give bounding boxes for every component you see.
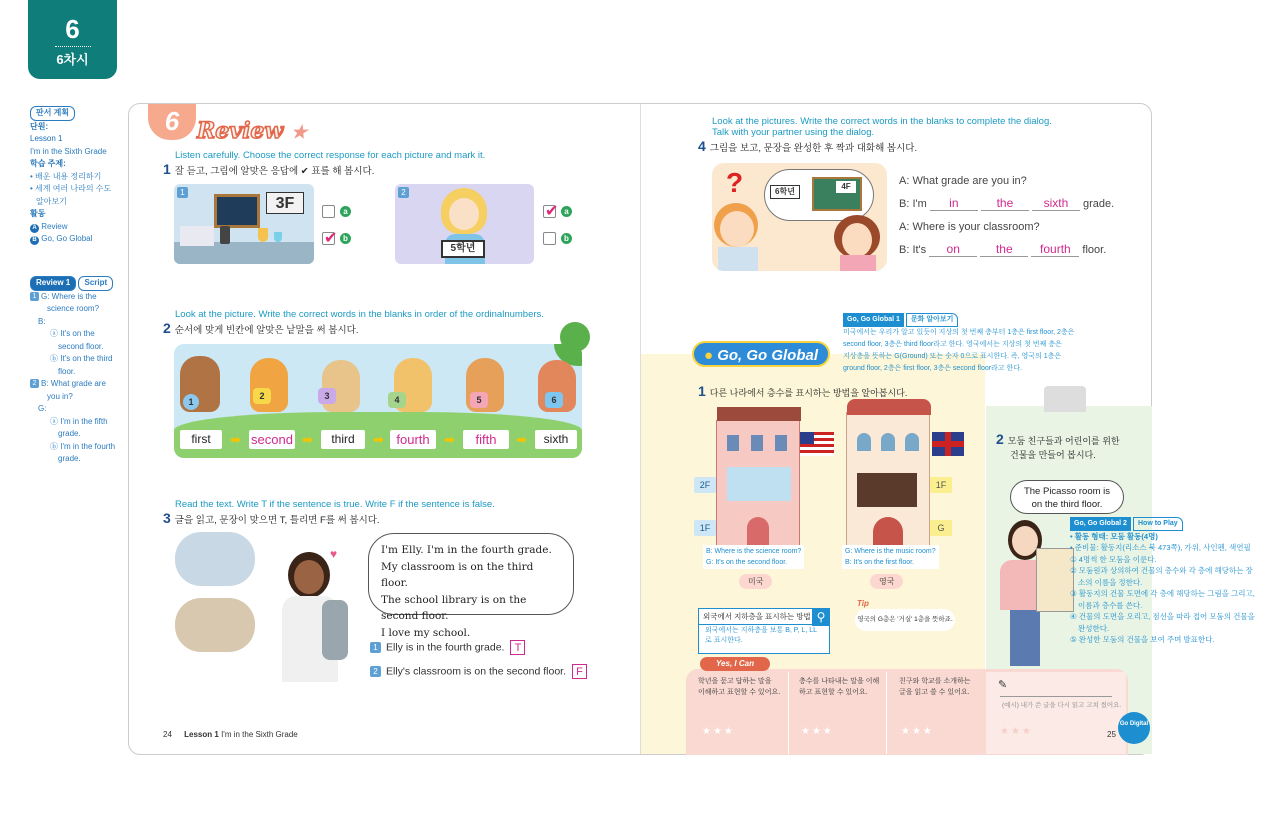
basement-text: 외국에서는 지하층을 보통 B, P, L, LL 로 표시한다.	[705, 627, 817, 644]
grade-sign: 5학년	[441, 240, 485, 258]
ordinal-word: first	[180, 430, 222, 449]
gg-q2: 2 모둠 친구들과 어린이를 위한 건물을 만들어 봅시다.	[996, 431, 1120, 460]
flask-icon	[274, 232, 282, 242]
script-line: floor.	[58, 366, 76, 376]
blackboard-icon	[214, 194, 260, 228]
answer-blank[interactable]: in	[930, 197, 978, 211]
uk-house	[846, 412, 930, 552]
dialog-line-a2: A: Where is your classroom?	[899, 221, 1040, 233]
can-do-1: 학년을 묻고 답하는 말을 이해하고 표현할 수 있어요.	[698, 678, 781, 696]
review-number-badge: 6	[148, 104, 196, 140]
script-line: ⓑ It's on the third	[50, 354, 113, 363]
can-do-2: 층수를 나타내는 말을 이해 하고 표현할 수 있어요.	[799, 678, 880, 696]
activity-b: B Go, Go Global	[30, 233, 120, 246]
gg-q2-number: 2	[996, 431, 1004, 447]
girl-face	[449, 198, 479, 230]
gg-q1-number: 1	[698, 383, 706, 399]
lesson-number: 6	[65, 14, 80, 44]
q1-english: Listen carefully. Choose the correct response for each picture and mark it.	[175, 150, 486, 161]
script-line: ⓐ I'm in the fifth	[50, 416, 108, 426]
q2-instructions	[163, 309, 544, 336]
script-line: G:	[38, 404, 47, 413]
script-line: grade.	[58, 429, 81, 438]
activity-head: 활동	[30, 209, 46, 218]
star-rating[interactable]: ★★★	[901, 726, 934, 737]
q4-instructions	[698, 116, 1052, 154]
uk-flag-icon	[932, 432, 964, 456]
arrow-right-icon: ➡	[302, 432, 313, 447]
text-line: I love my school.	[381, 626, 471, 639]
answer-blank[interactable]: fourth	[1031, 243, 1079, 257]
unit-title: I'm in the Sixth Grade	[30, 146, 107, 156]
lesson-label: 6차시	[56, 52, 89, 67]
statement-text: Elly is in the fourth grade.	[386, 641, 505, 654]
gg-q1-text: 다른 나라에서 층수를 표시하는 방법을 알아봅시다.	[709, 388, 908, 398]
picture-number: 1	[177, 187, 188, 198]
footer-lesson: Lesson 1	[184, 730, 219, 739]
floor-sign: 3F	[266, 192, 304, 214]
text-line: I'm Elly. I'm in the fourth grade.	[381, 544, 552, 556]
ordinal-answer[interactable]: fourth	[390, 430, 436, 449]
grade-sign: 6학년	[770, 185, 800, 199]
topic-item: • 배운 내용 정리하기	[30, 171, 102, 181]
ordinal-word: sixth	[535, 430, 577, 449]
heart-icon: ♥	[330, 547, 338, 561]
q1-p1-option-b[interactable]	[322, 232, 351, 245]
script-line: you in?	[47, 391, 73, 401]
us-house	[716, 420, 800, 552]
q4-korean: 그림을 보고, 문장을 완성한 후 짝과 대화해 봅시다.	[709, 143, 918, 154]
ordinal-answer[interactable]: second	[249, 430, 295, 449]
backpack-icon	[322, 600, 348, 660]
option-letter: a	[561, 206, 572, 217]
arrow-right-icon: ➡	[373, 432, 384, 447]
how-to-play: Go, Go Global 2 How to Play • 활동 형태: 모둠 활동(4명) • 준비물: 활동지(리소스 북 473쪽), 가위, 사인펜, 색연필 ① 4명씩 한 모둠을 이룬다. ② 모둠원과 상의하여 건물의 층수와 각 층에 해당하는 장 소의 이름을 정한다. ③ 활동지의 건물 도면에 각 층에 해당하는 그림을 그리고, 이름과 층수를 쓴다. ④ 건물의 도면을 오리고, 점선을 따라 접어 모둠의 건물을 완성한다. ⑤ 완성한 모둠의 건물을 보여 주며 발표한다.	[1070, 517, 1260, 646]
microscope-icon	[220, 226, 230, 244]
ordinal-answer[interactable]: fifth	[463, 430, 509, 449]
page-number: 24	[163, 730, 172, 739]
dialog-line-a1: A: What grade are you in?	[899, 175, 1027, 187]
q1-p1-option-a[interactable]	[322, 205, 351, 218]
pencil-icon: ✎	[998, 679, 1008, 691]
script-tag-review: Review 1	[30, 276, 76, 291]
q1-p2-option-b[interactable]	[543, 232, 572, 245]
q4-picture	[712, 163, 887, 271]
true-false-box[interactable]: F	[572, 664, 587, 679]
page-number: 25	[1107, 730, 1116, 739]
bear-number: 5	[470, 392, 488, 408]
us-flag-icon	[800, 432, 834, 456]
bear-number: 3	[318, 388, 336, 404]
floor-label: 1F	[930, 477, 952, 493]
q3-instructions	[163, 499, 495, 526]
topic-item: 알아보기	[36, 196, 67, 206]
q1-picture-1	[174, 184, 314, 264]
topic-head: 학습 주제:	[30, 159, 66, 168]
option-letter: b	[561, 233, 572, 244]
script-line: ⓐ It's on the	[50, 329, 95, 338]
statement-number: 1	[370, 642, 381, 653]
option-letter: a	[340, 206, 351, 217]
bear-number: 4	[388, 392, 406, 408]
left-page-footer	[163, 730, 298, 739]
unit-lesson: Lesson 1	[30, 134, 63, 143]
footer-title: I'm in the Sixth Grade	[221, 730, 298, 739]
q1-korean: 잘 듣고, 그림에 알맞은 응답에 ✔ 표를 해 봅시다.	[174, 166, 375, 177]
activity-a: A Review	[30, 221, 120, 234]
statement-number: 2	[370, 666, 381, 677]
can-do-3: 친구와 학교를 소개하는 글을 읽고 쓸 수 있어요.	[899, 678, 971, 696]
bear-number: 1	[183, 394, 199, 410]
unit-head: 단원:	[30, 121, 49, 131]
elly-speech-bubble	[368, 533, 574, 639]
q3-number: 3	[163, 510, 171, 526]
dialog-line-b1: B: I'm in the sixth grade.	[899, 196, 1115, 210]
country-uk: 영국	[870, 574, 903, 589]
script-q1: 1 G: Where is the	[30, 291, 120, 304]
q1-number: 1	[163, 161, 171, 177]
basement-title: 외국에서 지하층을 표시하는 방법	[699, 609, 829, 625]
checkbox-checked[interactable]: ✔	[545, 203, 559, 220]
flask-icon	[258, 228, 268, 242]
star-rating[interactable]: ★★★	[801, 726, 834, 737]
clip-icon	[1044, 386, 1086, 412]
boy-shirt	[718, 247, 758, 271]
dialog-line-b2: B: It's on the fourth floor.	[899, 242, 1107, 256]
checkbox[interactable]	[322, 205, 335, 218]
uk-dialog: G: Where is the music room? B: It's on the first floor.	[842, 545, 939, 569]
text-line: My classroom is on the third floor.	[381, 560, 534, 589]
script-line: second floor.	[58, 341, 104, 351]
example-text: (예시) 내가 쓴 글을 다시 읽고 고쳐 썼어요.	[1002, 702, 1122, 709]
q2-korean: 순서에 맞게 빈칸에 알맞은 낱말을 써 봅시다.	[174, 325, 359, 336]
q4-number: 4	[698, 138, 706, 154]
country-usa: 미국	[739, 574, 772, 589]
option-letter: b	[340, 233, 351, 244]
divider	[788, 672, 789, 754]
info-line: 미국에서는 우리가 알고 있듯이 지상의 첫 번째 층부터 1층은 first floor, 2층은	[843, 329, 1075, 336]
go-digital-badge[interactable]: Go Digital	[1118, 712, 1150, 744]
floor-label: G	[930, 520, 952, 536]
script-line: science room?	[47, 304, 100, 313]
answer-blank[interactable]: sixth	[1032, 197, 1080, 211]
page-fold	[640, 104, 641, 754]
paper-building	[1036, 548, 1074, 612]
q3-statement-2	[370, 664, 587, 679]
q1-picture-2	[395, 184, 534, 264]
science-room	[727, 467, 791, 501]
star-rating[interactable]: ★★★	[1000, 726, 1033, 737]
tip-text: 영국의 G층은 '거실' 1층을 뜻하죠.	[855, 609, 955, 631]
true-false-box[interactable]: T	[510, 640, 525, 655]
q1-instructions	[163, 150, 485, 177]
q3-korean: 글을 읽고, 문장이 맞으면 T, 틀리면 F를 써 봅시다.	[174, 515, 380, 526]
tip-tag: Tip	[857, 599, 869, 608]
q2-english: Look at the picture. Write the correct words in the blanks in order of the ordinalnumbers.	[175, 309, 544, 320]
answer-blank[interactable]: on	[929, 243, 977, 257]
q3-statement-1	[370, 640, 525, 655]
how-to-play-tag: How to Play	[1133, 517, 1183, 531]
library-photo	[175, 598, 255, 652]
star-rating[interactable]: ★★★	[702, 726, 735, 737]
picasso-speech-bubble: The Picasso room is on the third floor.	[1010, 480, 1124, 514]
go-global-1-tag: Go, Go Global 1	[843, 313, 904, 327]
gg-q1	[698, 383, 907, 399]
plan-tag: 판서 계획	[30, 106, 75, 121]
go-global-1-info	[843, 313, 1093, 375]
picture-number: 2	[398, 187, 409, 198]
floor-sign: 4F	[836, 181, 856, 193]
q2-number: 2	[163, 320, 171, 336]
girl-elly	[268, 552, 350, 682]
ordinal-word: third	[321, 430, 365, 449]
info-line: ground floor, 2층은 first floor, 3층은 second floor라고 한다.	[843, 365, 1022, 372]
q4-dialog	[899, 170, 1159, 262]
girl-shirt	[840, 255, 876, 271]
arrow-right-icon: ➡	[516, 432, 527, 447]
bear-number: 2	[253, 388, 271, 404]
go-global-2-tag: Go, Go Global 2	[1070, 517, 1131, 531]
tree-top-icon	[560, 322, 590, 352]
yes-i-can-title: Yes, I Can	[700, 657, 770, 671]
lesson-tab[interactable]	[28, 0, 117, 79]
search-icon[interactable]: ⚲	[812, 608, 830, 626]
text-line: The school library is on the second floor.	[381, 593, 527, 622]
divider	[886, 672, 887, 754]
bear-icon	[322, 360, 360, 412]
question-mark-icon: ?	[726, 167, 744, 198]
q3-english: Read the text. Write T if the sentence is true. Write F if the sentence is false.	[175, 499, 495, 510]
roof	[847, 399, 931, 415]
floor-label: 1F	[694, 520, 716, 536]
q1-p2-option-a[interactable]	[543, 205, 572, 218]
arrow-right-icon: ➡	[230, 432, 241, 447]
classroom-photo	[175, 532, 255, 586]
cabinet-icon	[180, 226, 214, 246]
script-q2: 2 B: What grade are	[30, 378, 120, 391]
sidebar	[30, 106, 120, 246]
review-title: Review ★	[197, 118, 308, 144]
info-line: second floor, 3층은 third floor라고 한다. 영국에서는 지상의 첫 번째 층은	[843, 341, 1062, 348]
answer-blank[interactable]: the	[980, 243, 1028, 257]
script-line: grade.	[58, 454, 81, 463]
script-tag: Script	[78, 276, 113, 291]
info-line: 지상층을 뜻하는 G(Ground) 또는 숫자 0으로 표시한다. 즉, 영국의 1층은	[843, 353, 1062, 360]
q4-english-1: Look at the pictures. Write the correct words in the blanks to complete the dialog.	[712, 116, 1052, 127]
basement-info-box	[698, 608, 830, 654]
writing-line	[1000, 696, 1112, 697]
roof	[717, 407, 801, 421]
answer-blank[interactable]: the	[981, 197, 1029, 211]
checkbox[interactable]	[543, 232, 556, 245]
culture-tag: 문화 알아보기	[906, 313, 959, 327]
arrow-right-icon: ➡	[444, 432, 455, 447]
music-room	[857, 473, 917, 507]
q4-english-2: Talk with your partner using the dialog.	[712, 127, 875, 138]
tab-divider	[55, 46, 91, 47]
script-line: ⓑ I'm in the fourth	[50, 441, 116, 451]
checkbox-checked[interactable]: ✔	[324, 230, 338, 247]
floor-label: 2F	[694, 477, 716, 493]
script-panel	[30, 276, 120, 466]
girl-face	[842, 223, 872, 257]
topic-item: • 세계 여러 나라의 수도	[30, 184, 112, 193]
boy-face	[720, 211, 754, 247]
statement-text: Elly's classroom is on the second floor.	[386, 665, 567, 678]
go-go-global-logo: ● Go, Go Global	[692, 341, 830, 367]
bear-number: 6	[545, 392, 563, 408]
script-line: B:	[38, 316, 46, 326]
us-dialog: B: Where is the science room? G: It's on the second floor.	[703, 545, 804, 569]
